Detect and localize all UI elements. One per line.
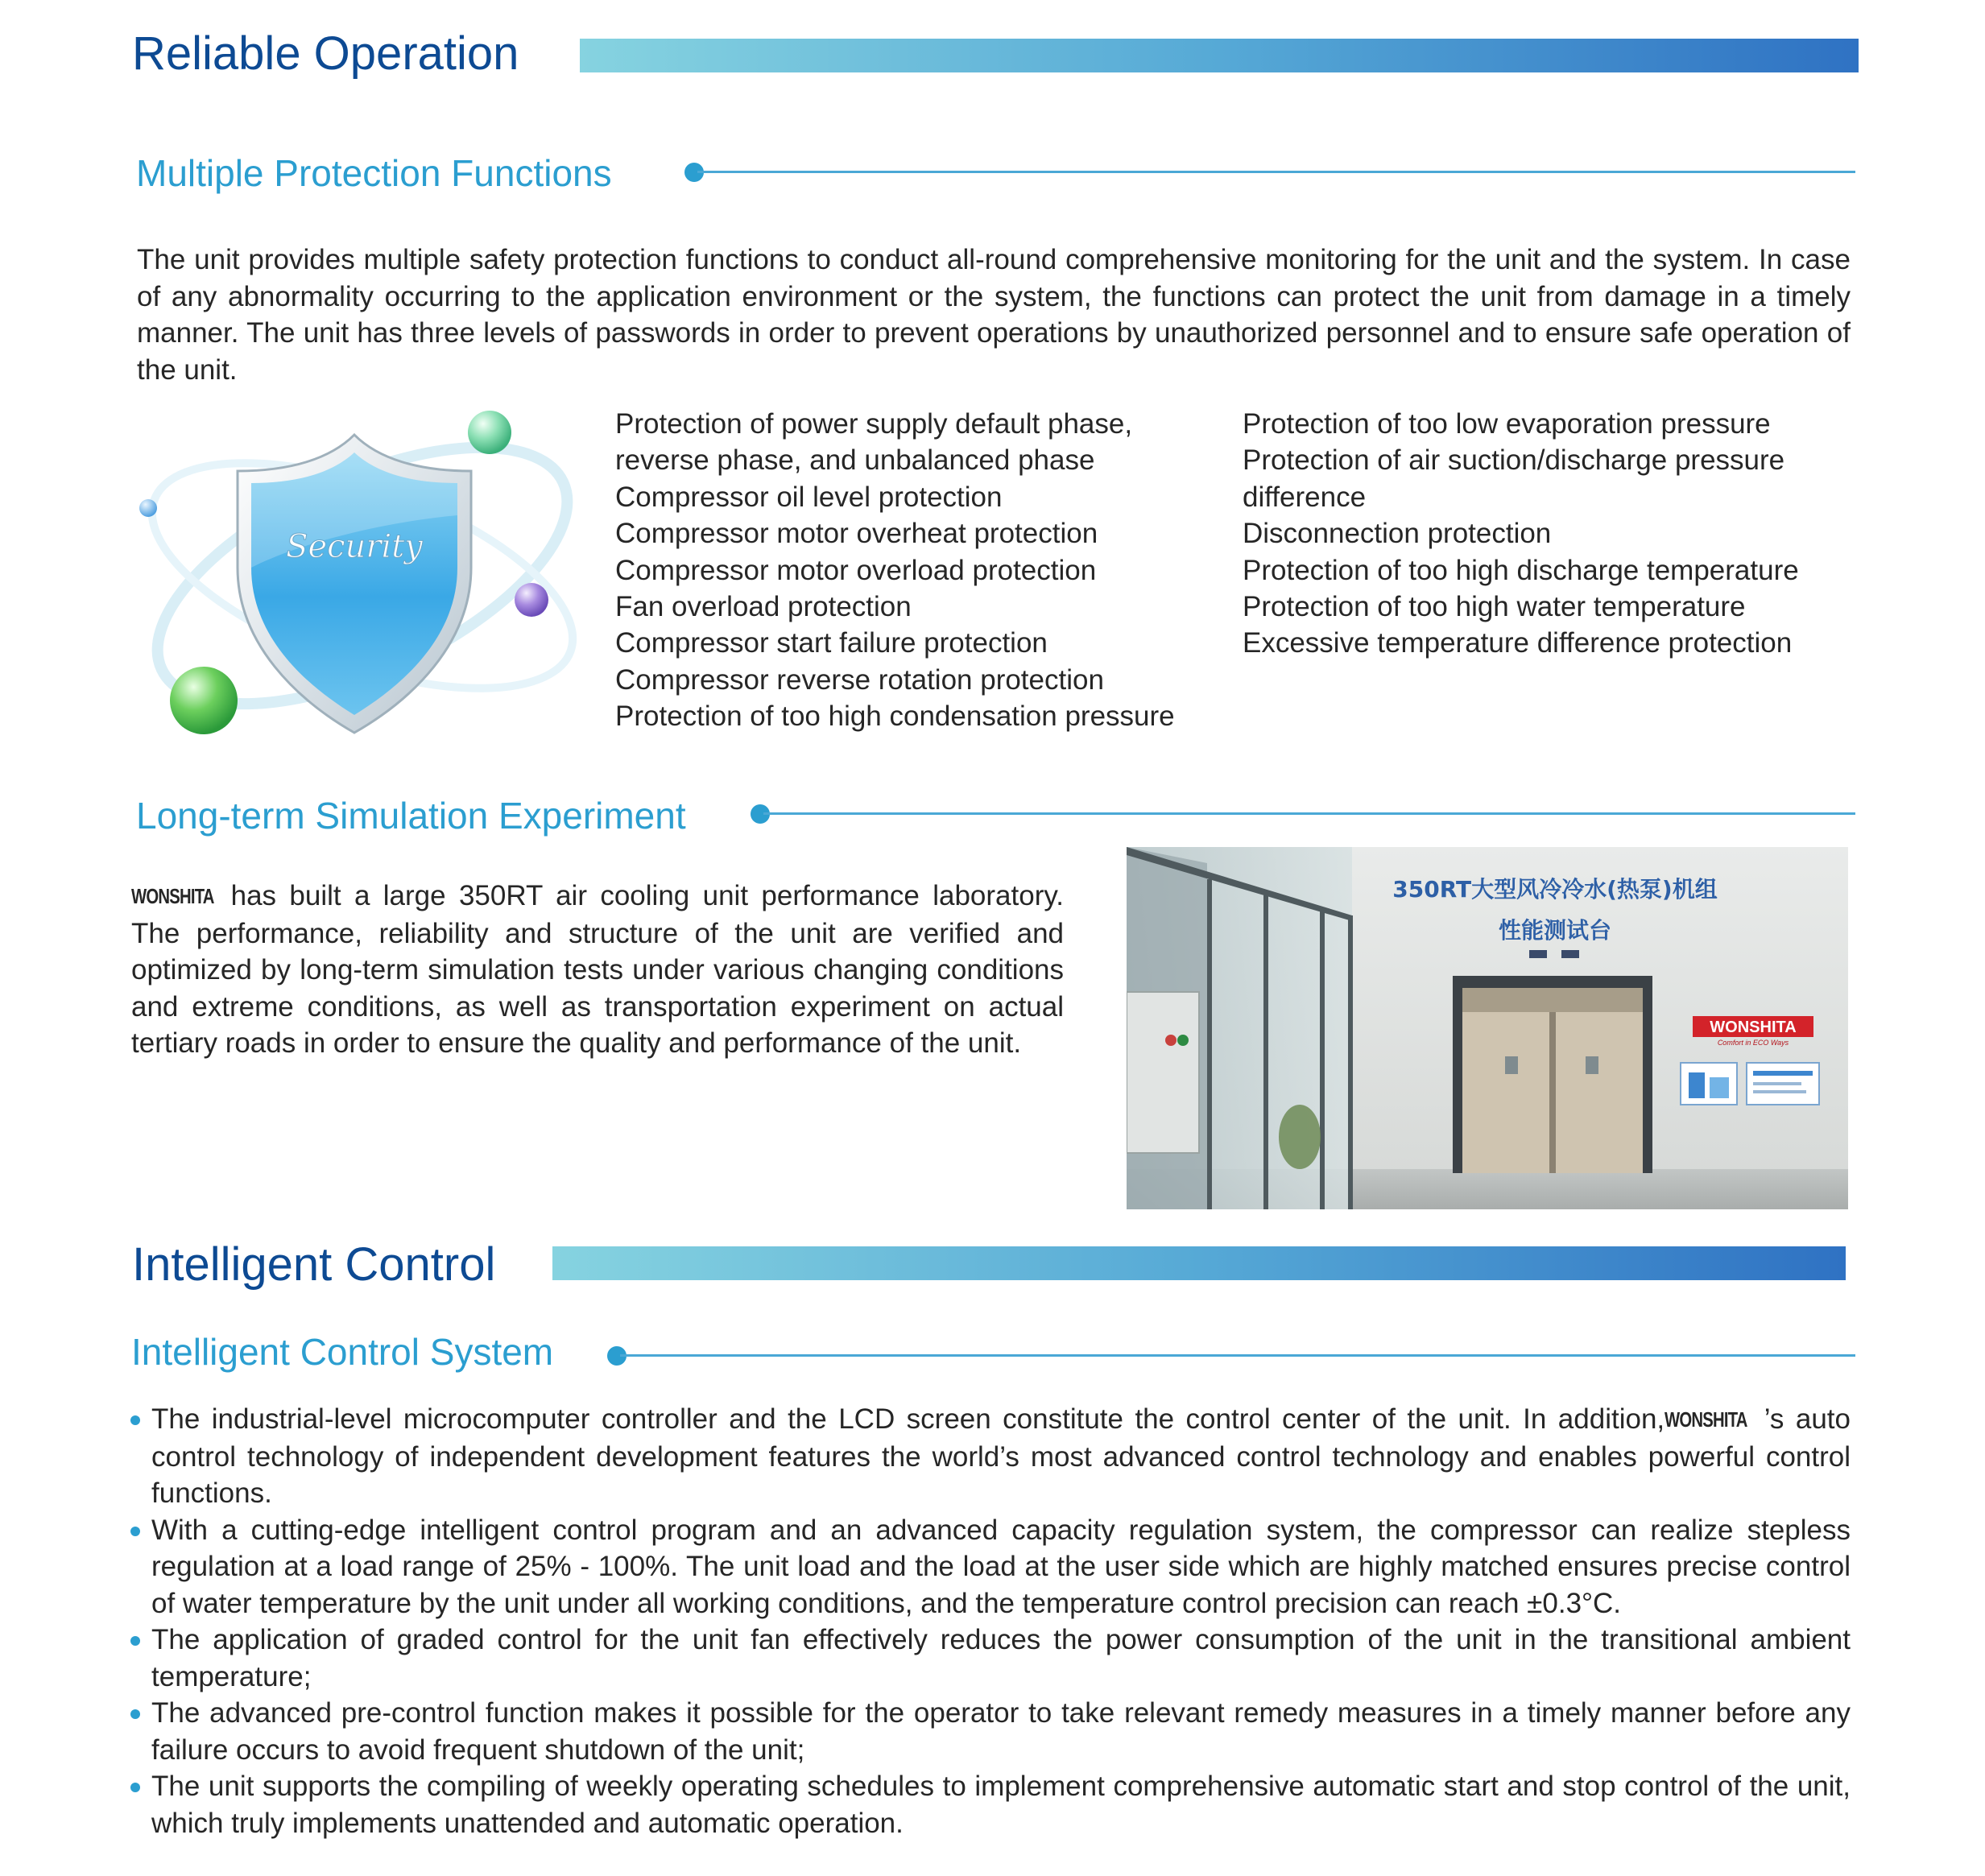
bullet-text: ’s auto control technology of independent development features the world’s most advanced control technology and enables powerful control functions.: [151, 1403, 1851, 1509]
subsection-rule: [763, 812, 1855, 815]
control-bullet-list: [130, 1401, 1851, 1841]
list-item: difference: [1243, 481, 1367, 513]
photo-logo: WONSHITA: [1710, 1019, 1797, 1036]
list-item: Protection of too high discharge temperature: [1243, 554, 1799, 586]
section-header-bar: [580, 39, 1859, 72]
list-item: Protection of too high water temperature: [1243, 590, 1746, 622]
security-shield-illustration: [129, 403, 596, 749]
list-item: Compressor motor overload protection: [615, 554, 1097, 586]
list-item: Disconnection protection: [1243, 518, 1552, 550]
list-item: Protection of too high condensation pressure: [615, 700, 1175, 733]
list-item: Compressor motor overheat protection: [615, 518, 1098, 550]
subsection-rule: [697, 171, 1855, 173]
list-item: Fan overload protection: [615, 590, 912, 622]
list-item: Protection of air suction/discharge pressure: [1243, 444, 1785, 477]
subsection-title-simulation: Long-term Simulation Experiment: [136, 795, 686, 837]
list-item: With a cutting-edge intelligent control program and an advanced capacity regulation system, the compressor can realize stepless regulation at a load range of 25% - 100%. The unit load and the load at the user side which are highly matched ensures precise control of water temperature by the unit under all working conditions, and the temperature control precision can reach ±0.3°C.: [130, 1512, 1851, 1622]
simulation-text: has built a large 350RT air cooling unit performance laboratory. The performance, reliability and structure of the unit are verified and optimized by long-term simulation tests under various changing conditions and extreme conditions, as well as transportation experiment on actual tertiary roads in order to ensure the quality and performance of the unit.: [131, 880, 1064, 1059]
laboratory-photo: [1127, 847, 1848, 1209]
list-item: Compressor reverse rotation protection: [615, 663, 1104, 696]
section-header-bar: [552, 1246, 1846, 1280]
section-title-intelligent-control: Intelligent Control: [132, 1238, 496, 1291]
protection-intro-paragraph: The unit provides multiple safety protection functions to conduct all-round comprehensive monitoring for the unit and the system. In case of any abnormality occurring to the application environment or the system, the functions can protect the unit from damage in a timely manner. The unit has three levels of passwords in order to prevent operations by unauthorized personnel and to ensure safe operation of the unit.: [137, 244, 1851, 386]
list-item: Compressor start failure protection: [615, 627, 1048, 659]
list-item: Protection of power supply default phase,: [615, 408, 1133, 440]
bullet-text: The industrial-level microcomputer controller and the LCD screen constitute the control center of the unit. In addition,: [151, 1403, 1665, 1435]
photo-sign-line1: 350RT大型风冷冷水(热泵)机组: [1392, 876, 1718, 903]
brand-wordmark: WONSHITA: [1665, 1407, 1747, 1432]
subsection-rule: [620, 1354, 1855, 1357]
subsection-title-protection: Multiple Protection Functions: [136, 152, 612, 194]
protection-list-right: [1243, 406, 1799, 662]
shield-label: Security: [286, 528, 423, 565]
photo-logo-tagline: Comfort in ECO Ways: [1717, 1039, 1789, 1047]
list-item: Excessive temperature difference protection: [1243, 627, 1793, 659]
section-title-reliable-operation: Reliable Operation: [132, 27, 519, 80]
photo-sign-line2: 性能测试台: [1498, 917, 1612, 944]
simulation-paragraph: [131, 878, 1064, 1062]
list-item: Compressor oil level protection: [615, 481, 1003, 513]
protection-list-left: [615, 406, 1175, 735]
list-item: reverse phase, and unbalanced phase: [615, 444, 1095, 477]
list-item: The advanced pre-control function makes it possible for the operator to take relevant remedy measures in a timely manner before any failure occurs to avoid frequent shutdown of the unit;: [130, 1695, 1851, 1768]
list-item: The application of graded control for the unit fan effectively reduces the power consumption of the unit in the transitional ambient temperature;: [130, 1622, 1851, 1695]
list-item: Protection of too low evaporation pressure: [1243, 408, 1771, 440]
list-item: The unit supports the compiling of weekly operating schedules to implement comprehensive automatic start and stop control of the unit, which truly implements unattended and automatic operation.: [130, 1768, 1851, 1841]
list-item: [130, 1401, 1851, 1512]
brand-wordmark: WONSHITA: [131, 884, 214, 908]
subsection-title-control-system: Intelligent Control System: [131, 1331, 554, 1373]
